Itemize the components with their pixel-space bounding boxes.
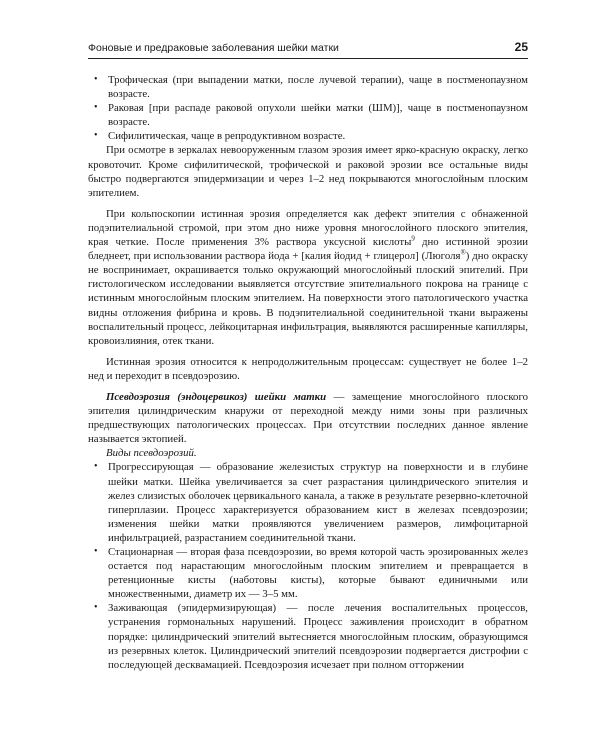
list-item: • Прогрессирующая — образование железистых структур на поверхности и в глубине шейки матки. Шейка увеличивается за счет разрастания цилиндрического эпителия и желез слизистых оболочек цервикального канала, а также в результате резервно-клеточной гиперплазии. Процесс характеризуется образованием кист в железах псевдоэрозии; изменения шейки матки проявляются увеличением размеров, лимфоцитарной инфильтрацией, разрастанием соединительной ткани. xyxy=(94,461,528,544)
list-item: • Трофическая (при выпадении матки, после лучевой терапии), чаще в постменопаузном возрасте. xyxy=(94,74,528,101)
registered-mark: ® xyxy=(460,248,466,257)
bullet-icon: • xyxy=(94,74,98,85)
paragraph-duration: Истинная эрозия относится к непродолжительным процессам: существует не более 1–2 нед и переходит в псевдоэрозию. xyxy=(88,355,528,382)
body-text xyxy=(88,73,528,672)
paragraph-pseudoerosion-definition: Псевдоэрозия (эндоцервикоз) шейки матки — замещение многослойного плоского эпителия цилиндрическим кнаружи от переходной между ними зоны при различных предшествующих патологических процессах. При отсутствии последних данное явление называется эктопией. xyxy=(88,390,528,446)
page-number: 25 xyxy=(514,40,528,54)
paragraph-colposcopy: При кольпоскопии истинная эрозия определяется как дефект эпителия с обнаженной подэпителиальной стромой, при этом дно ниже уровня многослойного плоского эпителия, края четкие. После применения 3% раствора уксусной кислоты$^9$ дно истинной эрозии бледнеет, при использовании раствора йода + [калия йодид + глицерол] (Люголя®) дно окраску не воспринимает, окрашивается только окружающий многослойный плоский эпителий. При гистологическом исследовании выявляется отсутствие эпителиального покрова на границе с истинным многослойным плоским эпителием. На поверхности этого патологического участка видны отложения фибрина и кровь. В подэпителиальной соединительной ткани выражены воспалительный процесс, лейкоцитарная инфильтрация, выявляются расширенные капилляры, кровоизлияния, отек ткани. xyxy=(88,207,528,347)
bullet-icon: • xyxy=(94,102,98,114)
paragraph-inspection: При осмотре в зеркалах невооруженным глазом эрозия имеет ярко-красную окраску, легко кровоточит. Кроме сифилитической, трофической и раковой эрозии все остальные виды быстро подвергаются эпидермизации и через 1–2 нед покрываются многослойным плоским эпителием. xyxy=(88,144,528,199)
running-title: Фоновые и предраковые заболевания шейки матки xyxy=(88,42,339,54)
list-item: • Раковая [при распаде раковой опухоли шейки матки (ШМ)], чаще в постменопаузном возрасте. xyxy=(94,102,528,129)
bullet-icon: • xyxy=(94,546,98,557)
term-pseudoerosion: Псевдоэрозия (эндоцервикоз) шейки матки xyxy=(106,390,327,403)
intro-erosion-types-list xyxy=(88,73,528,143)
book-page xyxy=(88,40,528,672)
bullet-icon: • xyxy=(94,130,98,142)
list-item: • Стационарная — вторая фаза псевдоэрозии, во время которой часть эрозированных желез остается под нарастающим многослойным плоским эпителием и превращается в ретенционные кисты (наботовы кисты), которые бывают единичными или множественными, диаметр их — 3–5 мм. xyxy=(94,546,528,601)
pseudoerosion-types-list xyxy=(88,460,528,671)
running-header xyxy=(88,40,528,59)
footnote-marker: 9 xyxy=(411,234,415,243)
types-heading: Виды псевдоэрозий. xyxy=(106,447,197,460)
bullet-icon: • xyxy=(94,461,98,473)
bullet-icon: • xyxy=(94,602,98,614)
list-item: • Заживающая (эпидермизирующая) — после лечения воспалительных процессов, устранения гормональных нарушений. Процесс заживления происходит в обратном порядке: цилиндрический эпителий вытесняется многослойным плоским, образующимся из резервных клеток. Цилиндрический эпителий псевдоэрозии подвергается дистрофии с последующей десквамацией. Псевдоэрозия исчезает при полном отторжении xyxy=(94,602,528,671)
list-item: • Сифилитическая, чаще в репродуктивном возрасте. xyxy=(94,130,346,143)
